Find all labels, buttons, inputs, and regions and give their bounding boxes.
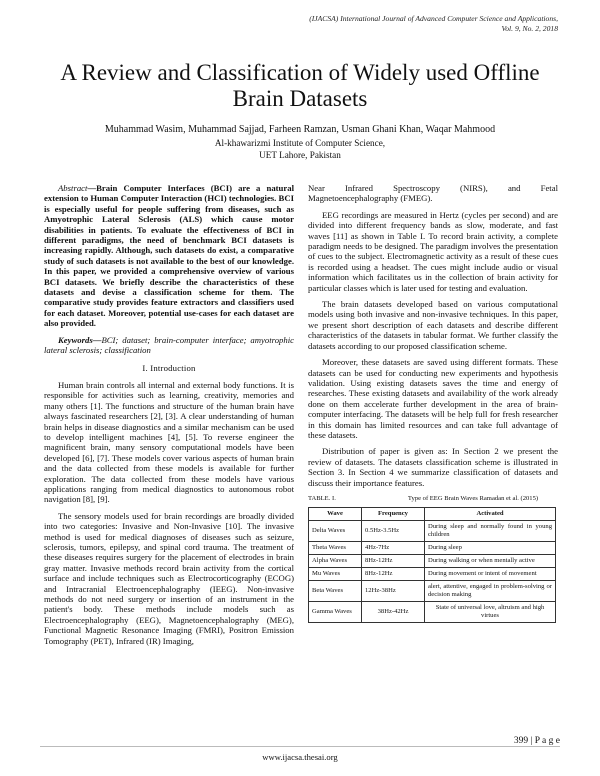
keywords-label: Keywords — [58, 334, 93, 345]
table-cell: alert, attentive, engaged in problem-solving or decision making — [425, 581, 556, 602]
table-cell: 38Hz-42Hz — [362, 602, 425, 623]
journal-name: (IJACSA) International Journal of Advanced Computer Science and Applications, — [309, 14, 558, 23]
table-cell: Beta Waves — [309, 581, 362, 602]
affiliation-line-1: Al-khawarizmi Institute of Computer Science, — [214, 138, 386, 148]
table-header-row — [309, 508, 556, 521]
author-list: Muhammad Wasim, Muhammad Sajjad, Farheen Ramzan, Usman Ghani Khan, Waqar Mahmood — [104, 124, 496, 135]
table-cell: Alpha Waves — [309, 555, 362, 568]
table-cell: During sleep — [425, 542, 556, 555]
page-number: 399 | P a g e — [513, 736, 560, 746]
table-cell: 8Hz-12Hz — [362, 568, 425, 581]
table-cell: 8Hz-12Hz — [362, 555, 425, 568]
column-header: Wave — [309, 508, 362, 521]
table-row — [309, 602, 556, 623]
table-row — [309, 581, 556, 602]
table-label: TABLE. I. — [308, 494, 336, 502]
journal-header — [228, 14, 558, 33]
table-cell: 12Hz-38Hz — [362, 581, 425, 602]
paragraph: Human brain controls all internal and external body functions. It is responsible for activities such as learning, creativity, memories and many others [1]. The functions and structure of the human brain have always fascinated researchers [2], [3]. A clear understanding of human brain helps in disease diagnostics and a similar mechanism can be used to develop intelligent machines [4], [5]. To reverse engineer the magnificent brain, many sensory computational models have been developed [6], [7]. These models cover various aspects of human brain and the data collected from these models is available for further exploration. The data collected from these models have various applications ranging from medical diagnostics to autonomous robot navigation [8], [9]. — [44, 379, 294, 505]
paragraph: The sensory models used for brain recordings are broadly divided into two categories: Invasive and Non-Invasive [10]. The invasive method is used for medical diagnoses of diseases such as seizure, sclerosis, tumors, epilepsy, and spinal cord trauma. The treatment of these diseases requires surgery for the placement of electrodes in brain gray matter. Invasive methods record brain activity from the cortical surface and include techniques such as Electrocorticography (ECOG) and Intracranial Electroencephalography (IEEG). Non-invasive methods do not need surgery or insertion of an instrument in the patient's body. These methods include models such as Electroencephalography (EEG), Magnetoencephalography (MEG), Functional Magnetic Resonance Imaging (FMRI), Positron Emission Tomography (PET), Infrared (IR) Imaging, — [44, 510, 294, 646]
affiliation-line-2: UET Lahore, Pakistan — [259, 149, 341, 160]
table-row — [309, 542, 556, 555]
table-title: Type of EEG Brain Waves Ramadan et al. (2015) — [407, 494, 539, 502]
abstract-label: Abstract — [58, 183, 88, 193]
table-cell: Gamma Waves — [309, 602, 362, 623]
table-cell: Mu Waves — [309, 568, 362, 581]
table-cell: During sleep and normally found in young children — [425, 521, 556, 542]
paragraph: Near Infrared Spectroscopy (NIRS), and Fetal Magnetoencephalography (FMEG). — [308, 183, 558, 204]
paper-title — [30, 60, 570, 112]
paragraph: EEG recordings are measured in Hertz (cycles per second) and are divided into different frequency bands as slow, moderate, and fast waves [11] as shown in Table I. To record brain activity, a complete paradigm needs to be designed. The paradigm involves the presentation of cues to the subject. Electromagnetic activity as a result of these cues is recorded using a headset. The cues might include audio or visual information which facilitates us in the collection of brain activity for particular classes which is later used for testing and evaluation. — [308, 209, 558, 293]
table-cell: 0.5Hz-3.5Hz — [362, 521, 425, 542]
journal-volume: Vol. 9, No. 2, 2018 — [501, 23, 558, 33]
abstract-text: Brain Computer Interfaces (BCI) are a natural extension to Human Computer Interaction (HCI) technologies. BCI is especially useful for people suffering from diseases, such as Amyotrophic Lateral Sclerosis (ALS) which cause motor disabilities in patients. To evaluate the effectiveness of BCI in different paradigms, the need of benchmark BCI datasets is increasing rapidly. Although, such datasets do exist, a comparative study of such datasets is not available to the best of our knowledge. In this paper, we provided a comprehensive overview of various BCI datasets. We briefly describe the characteristics of these datasets and devise a classification scheme for them. The comparative study provides feature extractors and classifiers used for each dataset. Moreover, potential use-cases for each dataset are also provided. — [44, 183, 294, 329]
table-cell: Delta Waves — [309, 521, 362, 542]
table-cell: Theta Waves — [309, 542, 362, 555]
paragraph: The brain datasets developed based on various computational models using both invasive and non-invasive techniques. In this paper, we present short description of each datasets and describe different characteristics of the datasets in tabular format. We further classify the datasets according to our proposed classification scheme. — [308, 299, 558, 351]
title-line-1: A Review and Classification of Widely used Offline — [60, 60, 540, 85]
keywords-text: BCI; dataset; brain-computer interface; amyotrophic lateral sclerosis; classification — [44, 334, 294, 356]
column-header: Activated — [425, 508, 556, 521]
column-header: Frequency — [362, 508, 425, 521]
table-row — [309, 521, 556, 542]
paragraph: Moreover, these datasets are saved using different formats. These datasets can be used for conducting new experiments and hypothesis validation. Using existing datasets saves the time and energy of researches. These existing datasets and availability of the work already done on them accelerate further development in the area of brain-computer interfacing. The datasets will be help full for fresh researcher in this domain has limited resources and can take full advantage of these datasets. — [308, 357, 558, 440]
table-cell: 4Hz-7Hz — [362, 542, 425, 555]
title-line-2: Brain Datasets — [232, 86, 368, 111]
affiliation — [30, 138, 570, 161]
section-heading-introduction: I. Introduction — [142, 362, 196, 373]
right-column — [308, 183, 558, 623]
eeg-waves-table — [308, 507, 556, 623]
table-cell: During movement or intent of movement — [425, 568, 556, 581]
paragraph: Distribution of paper is given as: In Section 2 we present the review of datasets. The datasets classification scheme is illustrated in Section 3. In Section 4 we summarize classification of datasets and discuss their importance features. — [308, 446, 558, 488]
table-cell: State of universal love, altruism and high virtues — [425, 602, 556, 623]
table-row — [309, 555, 556, 568]
table-cell: During walking or when mentally active — [425, 555, 556, 568]
abstract: Abstract—Brain Computer Interfaces (BCI) are a natural extension to Human Computer Interaction (HCI) technologies. BCI is especially useful for people suffering from diseases, such as Amyotrophic Lateral Sclerosis (ALS) which cause motor disabilities in patients. To evaluate the effectiveness of BCI in different paradigms, the need of benchmark BCI datasets is increasing rapidly. Although, such datasets do exist, a comparative study of such datasets is not available to the best of our knowledge. In this paper, we provided a comprehensive overview of various BCI datasets. We briefly describe the characteristics of these datasets and devise a classification scheme for them. The comparative study provides feature extractors and classifiers used for each dataset. Moreover, potential use-cases for each dataset are also provided. — [44, 183, 294, 329]
table-row — [309, 568, 556, 581]
left-column — [44, 183, 294, 652]
journal-url[interactable]: www.ijacsa.thesai.org — [262, 752, 338, 762]
keywords: Keywords—BCI; dataset; brain-computer interface; amyotrophic lateral sclerosis; classification — [44, 334, 294, 356]
footer-divider — [40, 746, 560, 747]
table-caption — [308, 494, 558, 504]
